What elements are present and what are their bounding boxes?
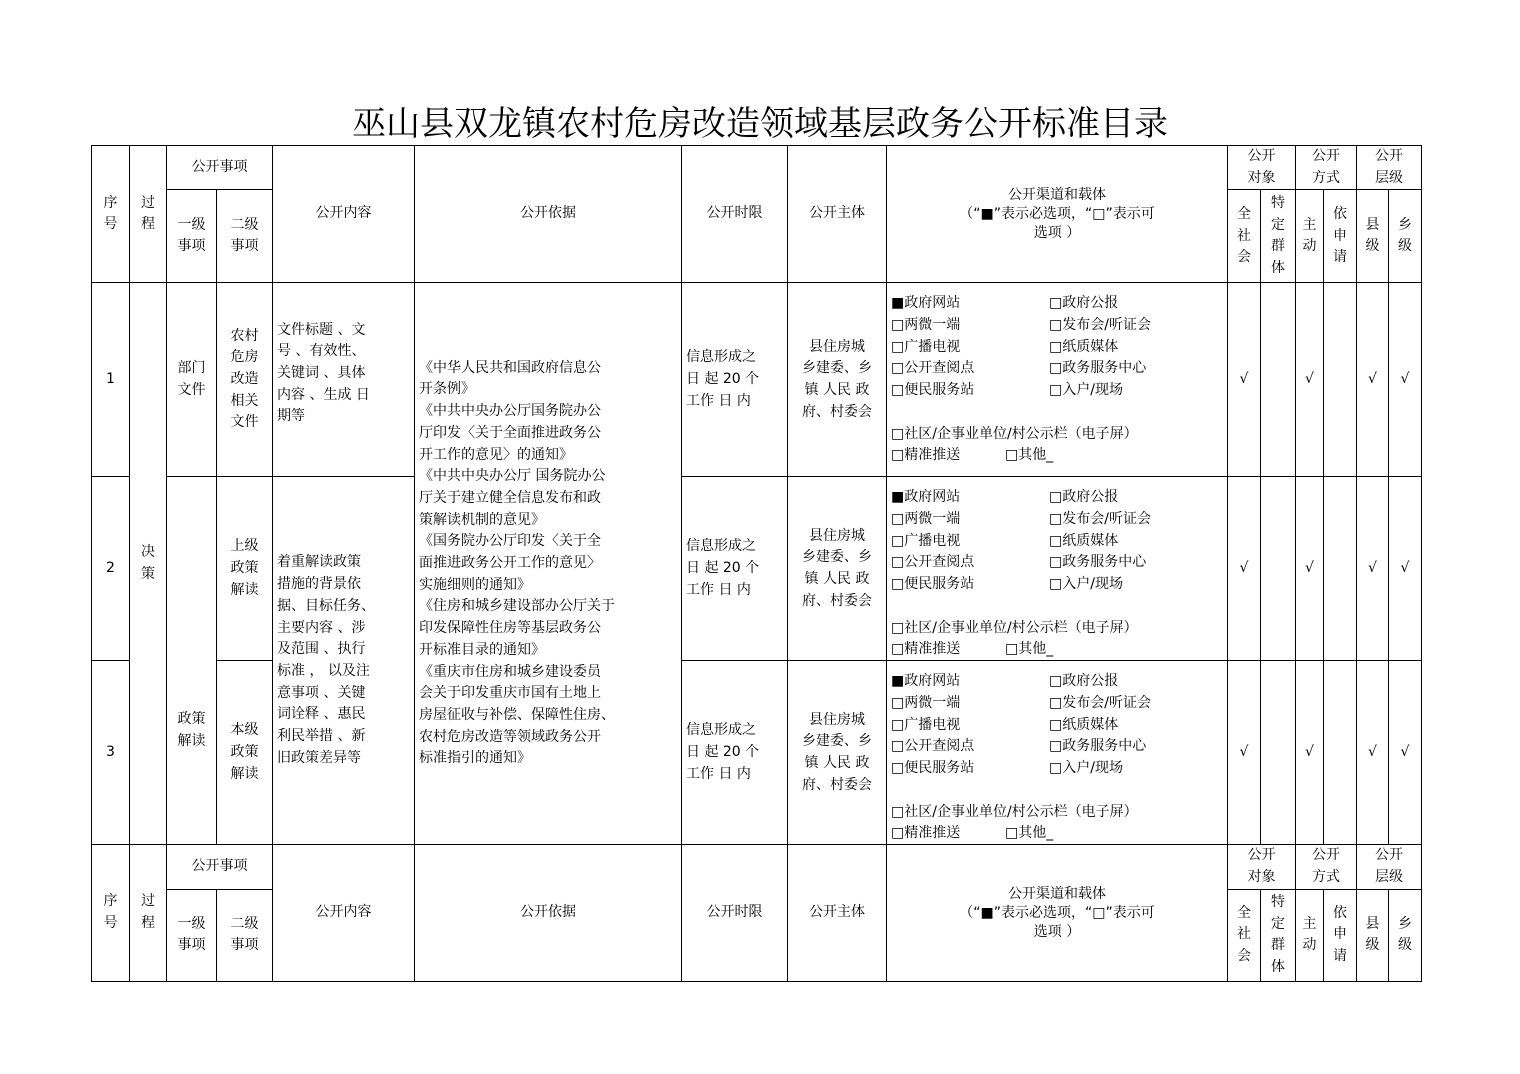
channel-option: □纸质媒体 <box>1049 716 1119 733</box>
header-method: 公开 方式 <box>1296 146 1357 190</box>
header-target: 公开 对象 <box>1228 146 1296 190</box>
header-content: 公开内容 <box>273 146 415 283</box>
channel-list <box>891 487 1227 661</box>
header-seq: 序 号 <box>92 146 130 283</box>
header-county: 县 级 <box>1357 190 1389 283</box>
channel-option: □发布会/听证会 <box>1049 695 1151 712</box>
table-row <box>92 283 1422 477</box>
time-limit-cell: 信息形成之 日 起 20 个 工作 日 内 <box>682 477 788 661</box>
channel-option: □公开查阅点 <box>891 360 975 377</box>
header-subject: 公开主体 <box>788 146 887 283</box>
channel-precise: □精准推送 <box>891 825 961 842</box>
policy-content-cell: 着重解读政策 措施的背景依 据、目标任务、 主要内容 、涉 及范围 、执行 标准 ， 以及注 意事项 、关键 词诠释 、惠民 利民举措 、新 旧政策差异等 <box>273 477 415 845</box>
check-on-request <box>1324 661 1357 845</box>
channel-other: □其他_ <box>1005 641 1054 658</box>
channel-option: ■政府网站 <box>891 295 961 312</box>
header-content: 公开内容 <box>273 845 415 981</box>
time-limit-cell: 信息形成之 日 起 20 个 工作 日 内 <box>682 283 788 477</box>
spacer <box>891 402 1227 424</box>
header-all-society: 全 社 会 <box>1228 889 1261 981</box>
header-on-request: 依 申 请 <box>1324 190 1357 283</box>
header-basis: 公开依据 <box>415 146 682 283</box>
channel-row <box>891 758 1227 780</box>
process-cell: 决 策 <box>130 283 167 845</box>
channel-note: （“■”表示必选项，“□”表示可 选项 ） <box>959 205 1155 241</box>
channel-row <box>891 736 1227 758</box>
basis-cell: 《中华人民共和国政府信息公 开条例》 《中共中央办公厅国务院办公 厅印发〈关于全面推进政务公 开工作的意见〉的通知》 《中共中央办公厅 国务院办公 厅关于建立健全信息发布和政 策解读机制的意见》 《国务院办公厅印发〈关于全 面推进政务公开工作的意见〉 实施细则的通知》 《住房和城乡建设部办公厅关于 印发保障性住房等基层政务公 开标准目录的通知》 《重庆市住房和城乡建设委员 会关于印发重庆市国有土地上 房屋征收与补偿、保障性住房、 农村危房改造等领域政务公开 标准指引的通知》 <box>415 283 682 845</box>
channel-row <box>891 693 1227 715</box>
header-active: 主 动 <box>1296 889 1324 981</box>
channel-other: □其他_ <box>1005 825 1054 842</box>
check-township: √ <box>1389 477 1422 661</box>
channel-option: □入户/现场 <box>1049 382 1123 399</box>
check-specific-group <box>1261 661 1296 845</box>
channel-list <box>891 671 1227 845</box>
channel-option: □政府公报 <box>1049 489 1119 506</box>
header-level2: 二级 事项 <box>217 190 273 283</box>
channel-option: □纸质媒体 <box>1049 338 1119 355</box>
channel-cell <box>887 661 1228 845</box>
row-seq: 3 <box>92 661 130 845</box>
channel-option: □政府公报 <box>1049 673 1119 690</box>
subject-cell: 县住房城 乡建委、乡 镇 人民 政 府、村委会 <box>788 477 887 661</box>
check-active: √ <box>1296 477 1324 661</box>
header-township: 乡 级 <box>1389 190 1422 283</box>
header-on-request: 依 申 请 <box>1324 889 1357 981</box>
header-all-society: 全 社 会 <box>1228 190 1261 283</box>
header-level: 公开 层级 <box>1357 146 1422 190</box>
channel-option: □广播电视 <box>891 338 961 355</box>
channel-option: □政务服务中心 <box>1049 554 1147 571</box>
channel-option: □广播电视 <box>891 532 961 549</box>
header-channel <box>887 146 1228 283</box>
check-active: √ <box>1296 661 1324 845</box>
spacer <box>891 596 1227 618</box>
header-level1: 一级 事项 <box>167 889 217 981</box>
channel-row <box>891 337 1227 359</box>
check-county: √ <box>1357 477 1389 661</box>
channel-option: □政务服务中心 <box>1049 738 1147 755</box>
channel-row <box>891 715 1227 737</box>
header-process: 过 程 <box>130 146 167 283</box>
header-level: 公开 层级 <box>1357 845 1422 889</box>
level2-cell: 农村 危房 改造 相关 文件 <box>217 283 273 477</box>
channel-option: □便民服务站 <box>891 382 975 399</box>
channel-option: □便民服务站 <box>891 576 975 593</box>
content-cell: 文件标题 、文 号 、有效性、 关键词 、具体 内容 、生成 日 期等 <box>273 283 415 477</box>
channel-row <box>891 574 1227 596</box>
channel-row <box>891 671 1227 693</box>
check-on-request <box>1324 477 1357 661</box>
channel-option: □入户/现场 <box>1049 760 1123 777</box>
header-basis: 公开依据 <box>415 845 682 981</box>
level2-cell: 本级 政策 解读 <box>217 661 273 845</box>
channel-option: □广播电视 <box>891 716 961 733</box>
channel-row <box>891 315 1227 337</box>
header-time-limit: 公开时限 <box>682 146 788 283</box>
channel-option: □公开查阅点 <box>891 738 975 755</box>
channel-note: （“■”表示必选项，“□”表示可 选项 ） <box>959 904 1155 940</box>
header-subject: 公开主体 <box>788 845 887 981</box>
channel-row <box>891 552 1227 574</box>
channel-option: □两微一端 <box>891 317 961 334</box>
channel-precise: □精准推送 <box>891 447 961 464</box>
check-specific-group <box>1261 283 1296 477</box>
row-seq: 2 <box>92 477 130 661</box>
header-seq: 序 号 <box>92 845 130 981</box>
channel-precise: □精准推送 <box>891 641 961 658</box>
header-county: 县 级 <box>1357 889 1389 981</box>
check-township: √ <box>1389 283 1422 477</box>
channel-cell <box>887 477 1228 661</box>
channel-cell <box>887 283 1228 477</box>
header-channel <box>887 845 1228 981</box>
channel-row <box>891 531 1227 553</box>
level2-cell: 上级 政策 解读 <box>217 477 273 661</box>
channel-row <box>891 380 1227 402</box>
header-row-top <box>92 146 1422 190</box>
page-title: 巫山县双龙镇农村危房改造领域基层政务公开标准目录 <box>352 104 1168 144</box>
header-level1: 一级 事项 <box>167 190 217 283</box>
header-township: 乡 级 <box>1389 889 1422 981</box>
header-specific-group: 特 定 群 体 <box>1261 889 1296 981</box>
check-specific-group <box>1261 477 1296 661</box>
header-target: 公开 对象 <box>1228 845 1296 889</box>
header-items: 公开事项 <box>167 845 273 889</box>
header-row-top-repeat <box>92 845 1422 889</box>
channel-community: □社区/企事业单位/村公示栏（电子屏） <box>891 619 1138 636</box>
channel-option: □入户/现场 <box>1049 576 1123 593</box>
channel-option: □政务服务中心 <box>1049 360 1147 377</box>
channel-option: □发布会/听证会 <box>1049 511 1151 528</box>
channel-row <box>891 358 1227 380</box>
subject-cell: 县住房城 乡建委、乡 镇 人民 政 府、村委会 <box>788 283 887 477</box>
check-all-society: √ <box>1228 477 1261 661</box>
check-all-society: √ <box>1228 661 1261 845</box>
row-seq: 1 <box>92 283 130 477</box>
channel-row <box>891 445 1227 467</box>
channel-option: □两微一端 <box>891 695 961 712</box>
channel-row <box>891 293 1227 315</box>
channel-row <box>891 487 1227 509</box>
channel-option: □公开查阅点 <box>891 554 975 571</box>
channel-option: □便民服务站 <box>891 760 975 777</box>
check-township: √ <box>1389 661 1422 845</box>
subject-cell: 县住房城 乡建委、乡 镇 人民 政 府、村委会 <box>788 661 887 845</box>
table-row <box>92 477 1422 661</box>
header-active: 主 动 <box>1296 190 1324 283</box>
header-time-limit: 公开时限 <box>682 845 788 981</box>
channel-option: ■政府网站 <box>891 489 961 506</box>
channel-option: □政府公报 <box>1049 295 1119 312</box>
header-level2: 二级 事项 <box>217 889 273 981</box>
channel-row <box>891 823 1227 845</box>
channel-community: □社区/企事业单位/村公示栏（电子屏） <box>891 425 1138 442</box>
catalog-table <box>91 145 1422 982</box>
channel-option: □发布会/听证会 <box>1049 317 1151 334</box>
header-method: 公开 方式 <box>1296 845 1357 889</box>
time-limit-cell: 信息形成之 日 起 20 个 工作 日 内 <box>682 661 788 845</box>
channel-list <box>891 293 1227 467</box>
channel-row <box>891 509 1227 531</box>
channel-community: □社区/企事业单位/村公示栏（电子屏） <box>891 803 1138 820</box>
header-items: 公开事项 <box>167 146 273 190</box>
channel-option: □纸质媒体 <box>1049 532 1119 549</box>
spacer <box>891 780 1227 802</box>
check-all-society: √ <box>1228 283 1261 477</box>
level1-cell: 政策 解读 <box>167 477 217 845</box>
header-specific-group: 特 定 群 体 <box>1261 190 1296 283</box>
channel-row <box>891 639 1227 661</box>
channel-title: 公开渠道和载体 <box>1008 186 1106 203</box>
header-process: 过 程 <box>130 845 167 981</box>
check-county: √ <box>1357 283 1389 477</box>
channel-other: □其他_ <box>1005 447 1054 464</box>
channel-option: □两微一端 <box>891 511 961 528</box>
check-county: √ <box>1357 661 1389 845</box>
check-active: √ <box>1296 283 1324 477</box>
channel-option: ■政府网站 <box>891 673 961 690</box>
level1-cell: 部门 文件 <box>167 283 217 477</box>
check-on-request <box>1324 283 1357 477</box>
channel-title: 公开渠道和载体 <box>1008 885 1106 902</box>
